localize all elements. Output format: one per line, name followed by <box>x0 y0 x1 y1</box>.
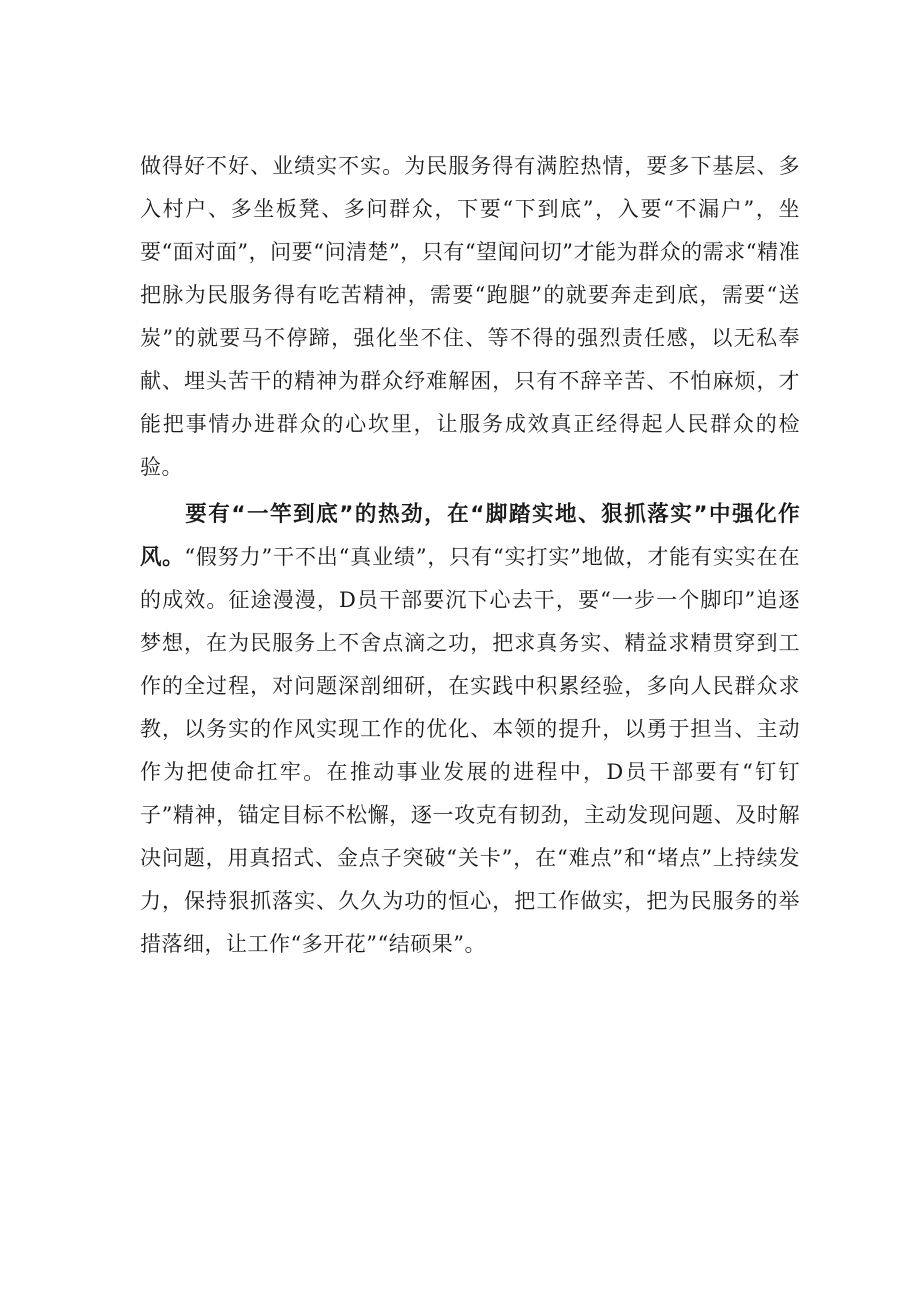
paragraph-2-text <box>140 493 800 966</box>
paragraph-1-text: 做得好不好、业绩实不实。为民服务得有满腔热情，要多下基层、多入村户、多坐板凳、多问群众，下要“下到底”，入要“不漏户”，坐要“面对面”，问要“问清楚”，只有“望闻问切”才能为群众的需求“精准把脉为民服务得有吃苦精神，需要“跑腿”的就要奔走到底，需要“送炭”的就要马不停蹄，强化坐不住、等不得的强烈责任感，以无私奉献、埋头苦干的精神为群众纾难解困，只有不辞辛苦、不怕麻烦，才能把事情办进群众的心坎里，让服务成效真正经得起人民群众的检验。 <box>140 154 800 479</box>
paragraph-2-body: “假努力”干不出“真业绩”，只有“实打实”地做，才能有实实在在的成效。征途漫漫，D员干部要沉下心去干，要“一步一个脚印”追逐梦想，在为民服务上不舍点滴之功，把求真务实、精益求精贯穿到工作的全过程，对问题深剖细研，在实践中积累经验，多向人民群众求教，以务实的作风实现工作的优化、本领的提升，以勇于担当、主动作为把使命扛牢。在推动事业发展的进程中，D员干部要有“钉钉子”精神，锚定目标不松懈，逐一攻克有韧劲，主动发现问题、及时解决问题，用真招式、金点子突破“关卡”，在“难点”和“堵点”上持续发力，保持狠抓落实、久久为功的恒心，把工作做实，把为民服务的举措落细，让工作“多开花”“结硕果”。 <box>140 545 800 956</box>
paragraph-2-heading: 要有“一竿到底”的热劲，在“脚踏实地、狠抓落实”中强化作风。 <box>140 502 800 570</box>
paragraph-1 <box>140 145 800 489</box>
paragraph-2 <box>140 493 800 966</box>
